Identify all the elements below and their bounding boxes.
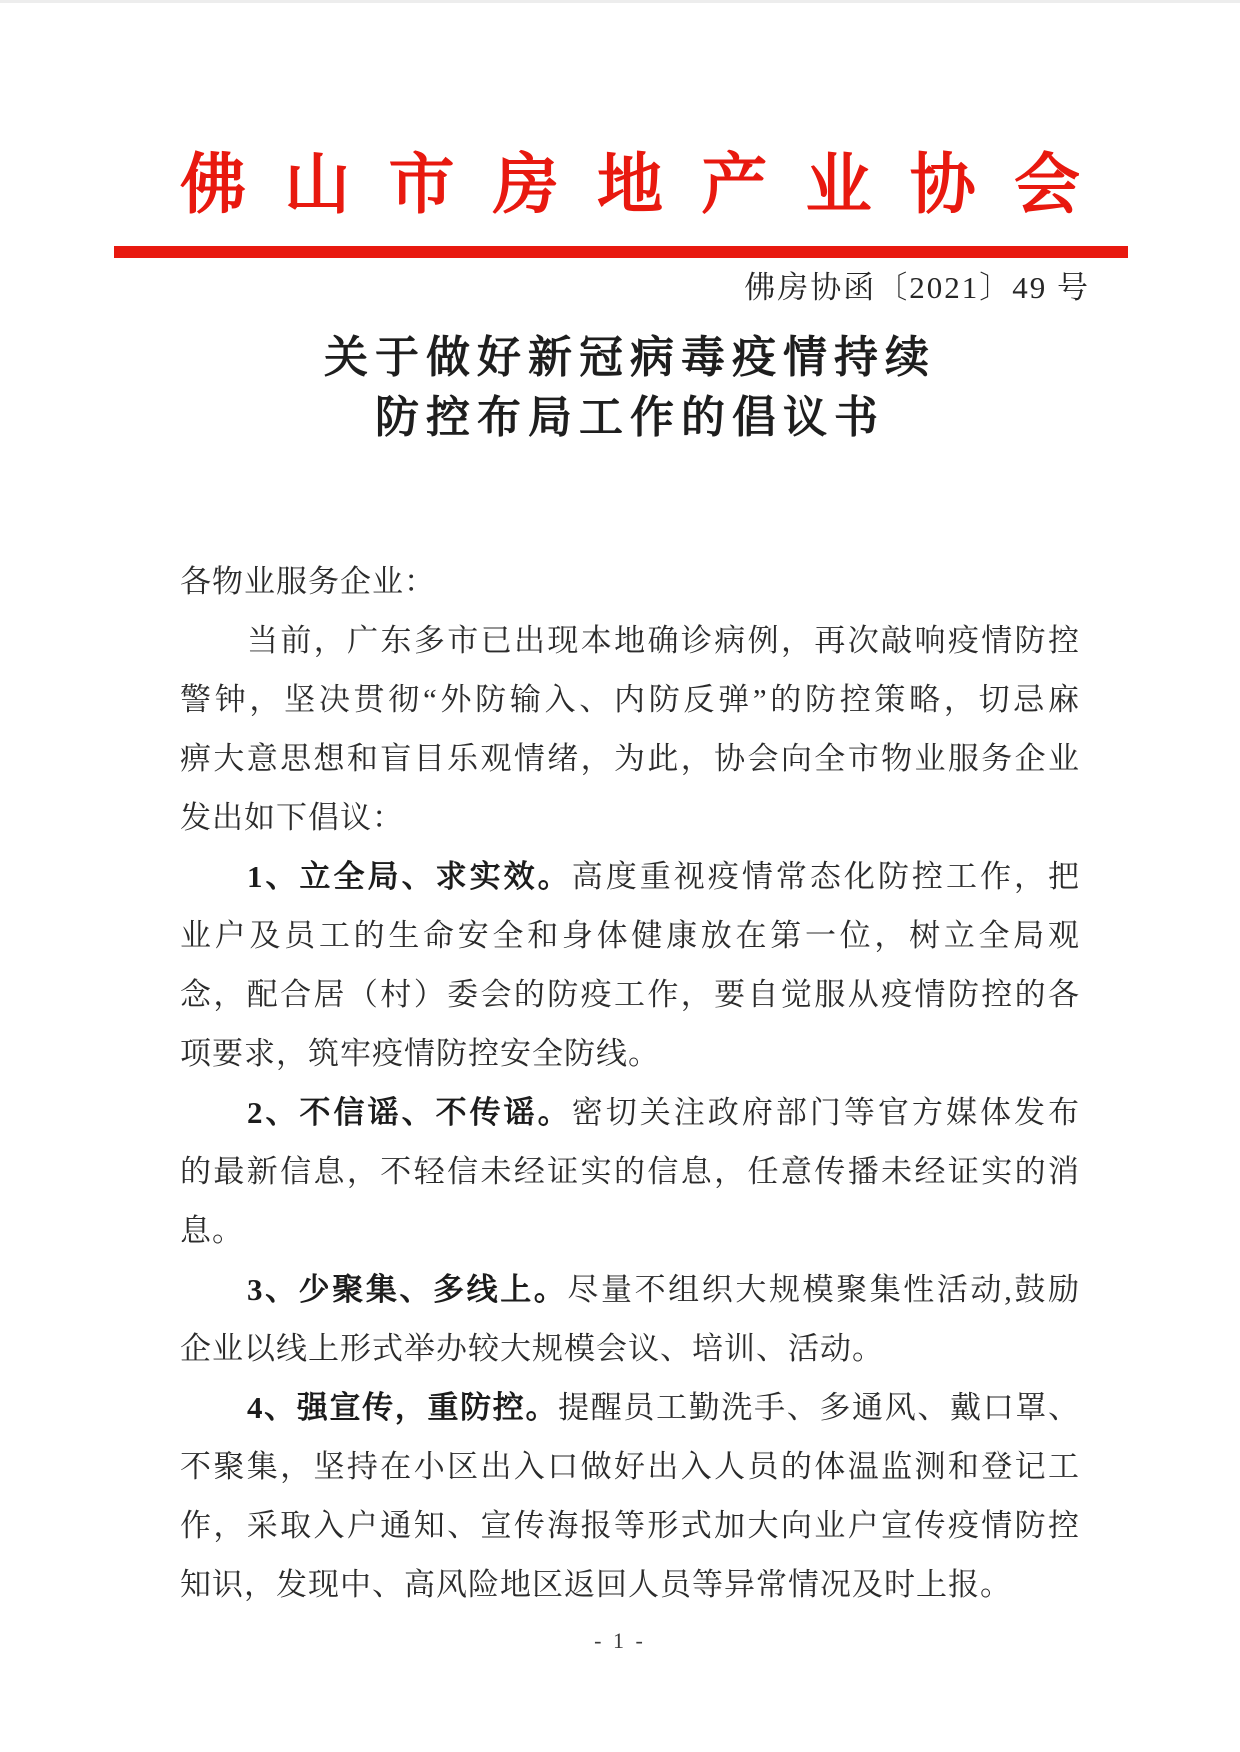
item-lead-emphasis: 3、少聚集、多线上。	[247, 1272, 568, 1307]
body-line-13: 3、少聚集、多线上。尽量不组织大规模聚集性活动,鼓励	[247, 1272, 1081, 1307]
body-line-12: 息。	[180, 1213, 244, 1248]
item-lead-emphasis: 2、不信谣、不传谣。	[247, 1095, 572, 1130]
body-line-4: 痹大意思想和盲目乐观情绪，为此，协会向全市物业服务企业	[180, 741, 1080, 776]
doc-title-line1: 关于做好新冠病毒疫情持续	[324, 333, 936, 382]
body-line-17: 作，采取入户通知、宣传海报等形式加大向业户宣传疫情防控	[180, 1508, 1080, 1543]
doc-number: 佛房协函〔2021〕49 号	[744, 270, 1090, 305]
body-line-16: 不聚集，坚持在小区出入口做好出入人员的体温监测和登记工	[180, 1449, 1080, 1484]
page-number: - 1 -	[594, 1628, 646, 1653]
body-line-8: 念，配合居（村）委会的防疫工作，要自觉服从疫情防控的各	[180, 977, 1080, 1012]
body-line-14: 企业以线上形式举办较大规模会议、培训、活动。	[180, 1331, 884, 1366]
body-text	[180, 552, 1080, 1614]
doc-title-line2: 防控布局工作的倡议书	[375, 393, 885, 442]
body-line-7: 业户及员工的生命安全和身体健康放在第一位，树立全局观	[180, 918, 1080, 953]
body-line-2: 当前，广东多市已出现本地确诊病例，再次敲响疫情防控	[247, 623, 1080, 658]
item-lead-emphasis: 4、强宣传，重防控。	[247, 1390, 559, 1425]
org-name: 佛山市房地产业协会	[180, 149, 1080, 222]
header-rule	[114, 246, 1128, 258]
scan-edge	[0, 0, 1240, 3]
body-line-15: 4、强宣传，重防控。提醒员工勤洗手、多通风、戴口罩、	[247, 1390, 1081, 1425]
body-line-3: 警钟，坚决贯彻“外防输入、内防反弹”的防控策略，切忌麻	[180, 682, 1080, 717]
body-line-10: 2、不信谣、不传谣。密切关注政府部门等官方媒体发布	[247, 1095, 1081, 1130]
body-line-11: 的最新信息，不轻信未经证实的信息，任意传播未经证实的消	[180, 1154, 1080, 1189]
doc-title	[170, 328, 1090, 448]
body-line-18: 知识，发现中、高风险地区返回人员等异常情况及时上报。	[180, 1567, 1012, 1602]
salutation: 各物业服务企业：	[180, 564, 436, 599]
body-line-6: 1、立全局、求实效。高度重视疫情常态化防控工作，把	[247, 859, 1081, 894]
body-line-9: 项要求，筑牢疫情防控安全防线。	[180, 1036, 660, 1071]
item-lead-emphasis: 1、立全局、求实效。	[247, 859, 572, 894]
body-line-5: 发出如下倡议：	[180, 800, 404, 835]
